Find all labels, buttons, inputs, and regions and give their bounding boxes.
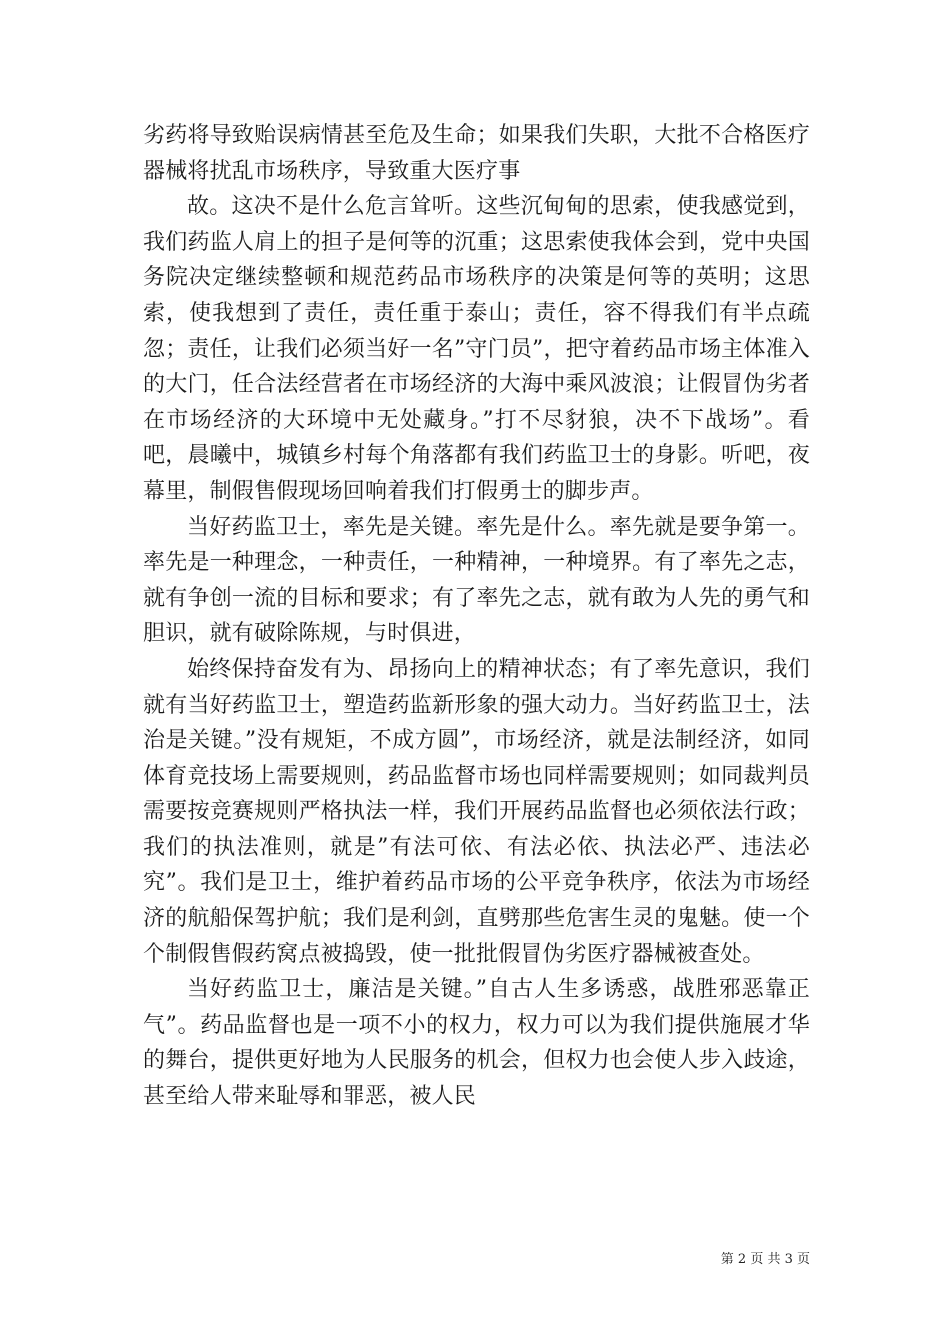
paragraph-2: 故。这决不是什么危言耸听。这些沉甸甸的思索，使我感觉到，我们药监人肩上的担子是何等的沉重；这思索使我体会到，党中央国务院决定继续整顿和规范药品市场秩序的决策是何等的英明；这思索，使我想到了责任，责任重于泰山；责任，容不得我们有半点疏忽；责任，让我们必须当好一名”守门员”，把守着药品市场主体准入的大门，任合法经营者在市场经济的大海中乘风波浪；让假冒伪劣者在市场经济的大环境中无处藏身。”打不尽豺狼，决不下战场”。看吧，晨曦中，城镇乡村每个角落都有我们药监卫士的身影。听吧，夜幕里，制假售假现场回响着我们打假勇士的脚步声。 [143, 194, 810, 504]
paragraph-3: 当好药监卫士，率先是关键。率先是什么。率先就是要争第一。率先是一种理念，一种责任，一种精神，一种境界。有了率先之志，就有争创一流的目标和要求；有了率先之志，就有敢为人先的勇气和胆识，就有破除陈规，与时俱进， [143, 514, 810, 647]
paragraph-5: 当好药监卫士，廉洁是关键。”自古人生多诱惑，战胜邪恶靠正气”。药品监督也是一项不小的权力，权力可以为我们提供施展才华的舞台，提供更好地为人民服务的机会，但权力也会使人步入歧途，甚至给人带来耻辱和罪恶，被人民 [143, 977, 810, 1110]
paragraph-1: 劣药将导致贻误病情甚至危及生命；如果我们失职，大批不合格医疗器械将扰乱市场秩序，导致重大医疗事 [143, 123, 810, 184]
body-text [143, 118, 810, 1115]
page-number: 第 2 页 共 3 页 [720, 1252, 810, 1267]
paragraph-4: 始终保持奋发有为、昂扬向上的精神状态；有了率先意识，我们就有当好药监卫士，塑造药监新形象的强大动力。当好药监卫士，法治是关键。”没有规矩，不成方圆”，市场经济，就是法制经济，如同体育竞技场上需要规则，药品监督市场也同样需要规则；如同裁判员需要按竞赛规则严格执法一样，我们开展药品监督也必须依法行政；我们的执法准则，就是”有法可依、有法必依、执法必严、违法必究”。我们是卫士，维护着药品市场的公平竞争秩序，依法为市场经济的航船保驾护航；我们是利剑，直劈那些危害生灵的鬼魅。使一个个制假售假药窝点被捣毁，使一批批假冒伪劣医疗器械被查处。 [143, 656, 810, 967]
